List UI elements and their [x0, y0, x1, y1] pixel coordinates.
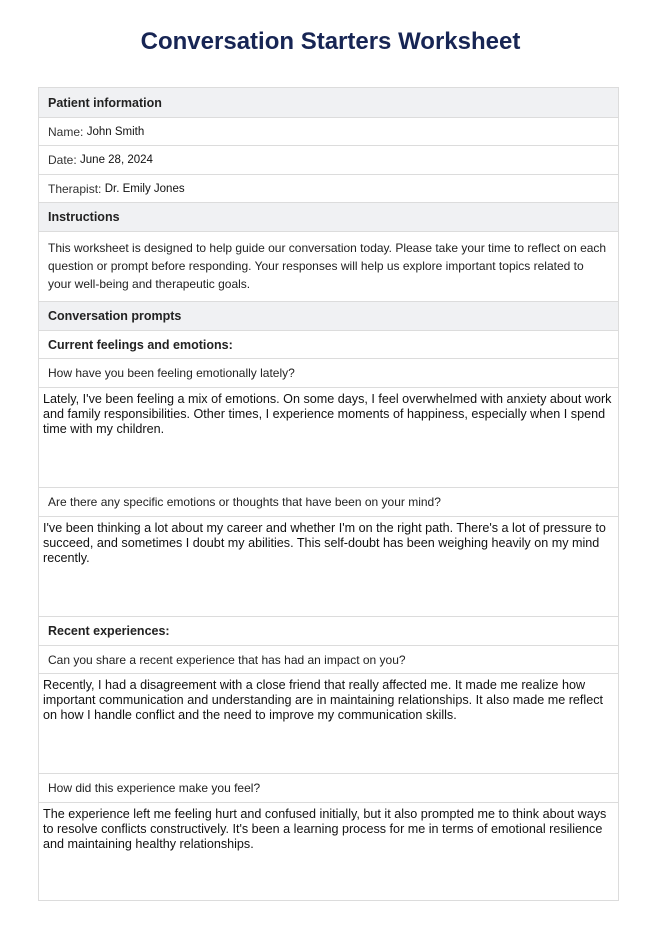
current-feelings-header: [39, 331, 618, 359]
prompts-heading: Conversation prompts: [48, 309, 182, 323]
worksheet-table: [38, 87, 619, 901]
name-row: [39, 118, 618, 146]
page-title: Conversation Starters Worksheet: [140, 28, 521, 55]
instructions-heading: Instructions: [48, 210, 120, 224]
patient-info-heading: Patient information: [48, 95, 162, 110]
recent-experiences-heading: Recent experiences:: [48, 624, 170, 638]
question-text: How did this experience make you feel?: [48, 781, 261, 795]
date-row: [39, 146, 618, 175]
patient-info-header: [39, 88, 618, 118]
therapist-label: Therapist:: [48, 181, 102, 196]
question-row: [39, 488, 618, 517]
name-label: Name:: [48, 124, 84, 139]
recent-experiences-header: [39, 617, 618, 646]
question-row: [39, 359, 618, 388]
instructions-text: This worksheet is designed to help guide our conversation today. Please take your time to reflect on each question or prompt before responding. Your responses will help us explore important topics related to your well-being and therapeutic goals.: [39, 232, 618, 302]
date-label: Date:: [48, 153, 77, 167]
answer-box[interactable]: The experience left me feeling hurt and confused initially, but it also prompted me to think about ways to resolve conflicts constructively. It's been a learning process for me in terms of emotional resilience and maintaining healthy relationships.: [43, 807, 607, 851]
answer-box[interactable]: Lately, I've been feeling a mix of emotions. On some days, I feel overwhelmed with anxiety about work and family responsibilities. Other times, I experience moments of happiness, especially when I spend time with my children.: [39, 388, 618, 488]
question-row: [39, 774, 618, 803]
question-row: [39, 646, 618, 674]
date-value: June 28, 2024: [80, 154, 153, 166]
question-text: How have you been feeling emotionally lately?: [48, 366, 295, 380]
therapist-row: [39, 175, 618, 203]
answer-box[interactable]: Recently, I had a disagreement with a close friend that really affected me. It made me realize how important communication and understanding are in maintaining relationships. It also made me reflect on how I handle conflict and the need to improve my communication skills.: [39, 674, 618, 774]
name-value: John Smith: [86, 125, 145, 138]
answer-box[interactable]: I've been thinking a lot about my career and whether I'm on the right path. There's a lot of pressure to succeed, and sometimes I doubt my abilities. This self-doubt has been weighing heavily on my mind recently.: [39, 517, 618, 617]
instructions-header: [39, 203, 618, 232]
question-text: Are there any specific emotions or thoughts that have been on your mind?: [48, 495, 441, 509]
therapist-value: Dr. Emily Jones: [104, 182, 185, 195]
current-feelings-heading: Current feelings and emotions:: [48, 337, 233, 352]
prompts-header: [39, 302, 618, 331]
question-text: Can you share a recent experience that has had an impact on you?: [48, 652, 406, 667]
